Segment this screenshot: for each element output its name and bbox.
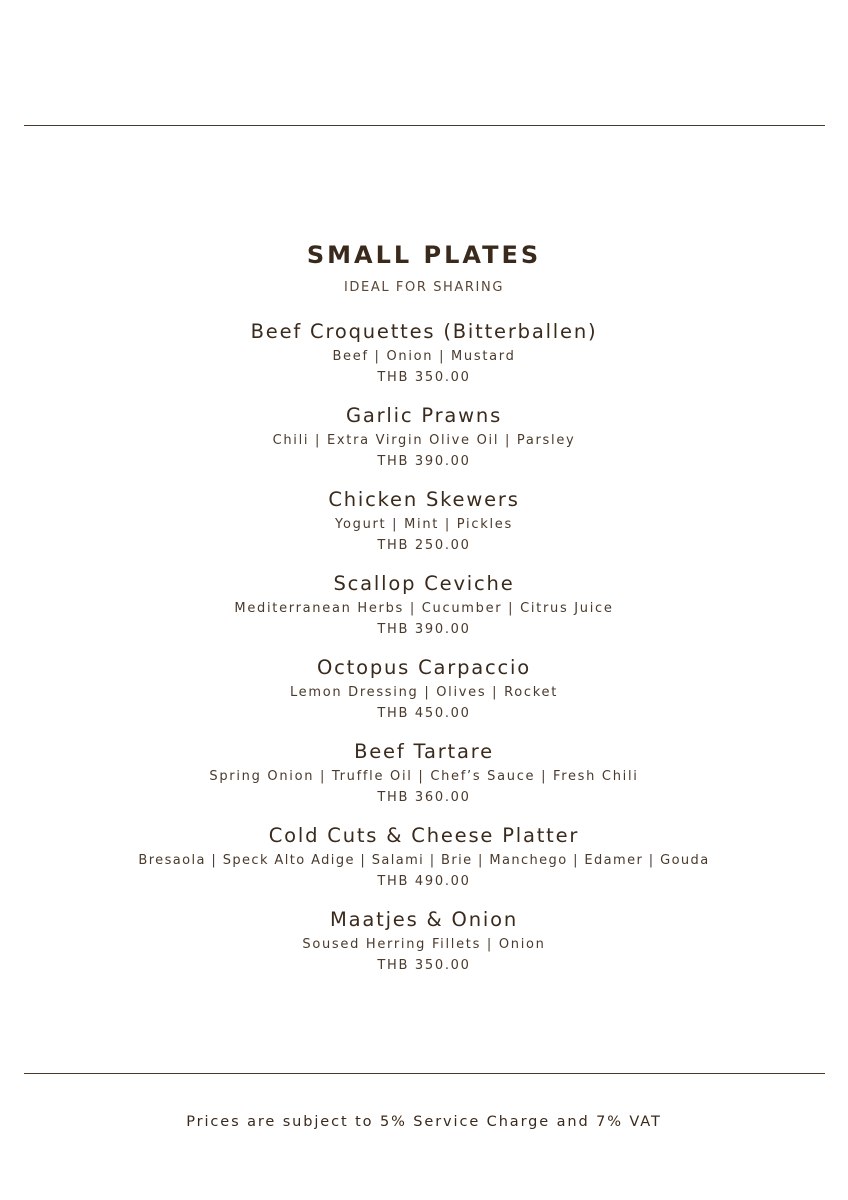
menu-list — [0, 318, 848, 990]
item-description: Beef | Onion | Mustard — [332, 349, 516, 364]
menu-item — [0, 486, 848, 570]
item-price: THB 350.00 — [377, 370, 471, 385]
top-divider — [24, 125, 825, 126]
section-subtitle: IDEAL FOR SHARING — [344, 280, 504, 295]
item-price: THB 390.00 — [377, 622, 471, 637]
item-name: Beef Tartare — [354, 740, 494, 763]
item-price: THB 490.00 — [377, 874, 471, 889]
item-name: Beef Croquettes (Bitterballen) — [250, 320, 598, 343]
item-description: Soused Herring Fillets | Onion — [302, 937, 546, 952]
item-price: THB 390.00 — [377, 454, 471, 469]
item-description: Chili | Extra Virgin Olive Oil | Parsley — [272, 433, 576, 448]
item-description: Mediterranean Herbs | Cucumber | Citrus Juice — [234, 601, 614, 616]
menu-item — [0, 654, 848, 738]
service-charge-note: Prices are subject to 5% Service Charge and 7% VAT — [186, 1114, 662, 1130]
item-price: THB 250.00 — [377, 538, 471, 553]
item-price: THB 360.00 — [377, 790, 471, 805]
bottom-divider — [24, 1073, 825, 1074]
menu-item — [0, 402, 848, 486]
item-name: Maatjes & Onion — [330, 908, 518, 931]
item-description: Yogurt | Mint | Pickles — [335, 517, 513, 532]
item-price: THB 450.00 — [377, 706, 471, 721]
item-name: Garlic Prawns — [345, 404, 503, 427]
item-description: Spring Onion | Truffle Oil | Chef’s Sauce | Fresh Chili — [209, 769, 639, 784]
item-description: Lemon Dressing | Olives | Rocket — [289, 685, 559, 700]
item-name: Chicken Skewers — [328, 488, 520, 511]
item-name: Octopus Carpaccio — [316, 656, 532, 679]
menu-item — [0, 738, 848, 822]
item-name: Cold Cuts & Cheese Platter — [268, 824, 580, 847]
menu-item — [0, 318, 848, 402]
menu-item — [0, 570, 848, 654]
item-name: Scallop Ceviche — [333, 572, 515, 595]
section-title: SMALL PLATES — [306, 241, 542, 269]
menu-item — [0, 822, 848, 906]
item-description: Bresaola | Speck Alto Adige | Salami | Brie | Manchego | Edamer | Gouda — [138, 853, 710, 868]
menu-item — [0, 906, 848, 990]
item-price: THB 350.00 — [377, 958, 471, 973]
